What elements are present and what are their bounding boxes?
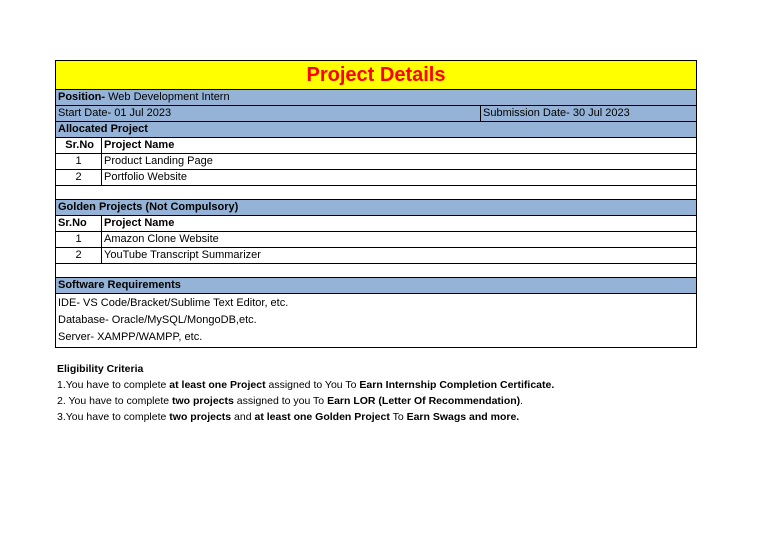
software-list [56, 294, 696, 347]
page-title: Project Details [56, 61, 696, 90]
project-name: Portfolio Website [104, 171, 187, 183]
table-row [56, 232, 696, 248]
criteria-text: 2. You have to complete [57, 395, 173, 407]
eligibility-heading: Eligibility Criteria [57, 363, 144, 375]
position-value: Web Development Intern [105, 91, 230, 103]
software-heading: Software Requirements [56, 278, 696, 294]
allocated-col-name: Project Name [104, 139, 175, 151]
criteria-line-2 [57, 393, 554, 409]
software-ide: IDE- VS Code/Bracket/Sublime Text Editor, etc. [58, 297, 289, 309]
criteria-text: 3.You have to complete [57, 411, 170, 423]
row-number: 2 [56, 170, 102, 185]
row-number: 1 [56, 232, 102, 247]
golden-heading: Golden Projects (Not Compulsory) [56, 200, 696, 216]
criteria-emphasis: at least one Golden Project [254, 411, 390, 423]
criteria-text: assigned to You To [265, 379, 360, 391]
project-name: YouTube Transcript Summarizer [104, 249, 261, 261]
blank-row [56, 264, 696, 278]
position-row [56, 90, 696, 106]
row-number: 2 [56, 248, 102, 263]
criteria-emphasis: Earn LOR (Letter Of Recommendation) [327, 395, 521, 407]
criteria-text: 1.You have to complete [57, 379, 170, 391]
project-details-sheet [55, 60, 697, 348]
criteria-emphasis: Earn Swags and more. [406, 411, 520, 423]
criteria-text: assigned to you To [233, 395, 328, 407]
criteria-line-3 [57, 409, 554, 425]
table-row [56, 248, 696, 264]
start-date: Start Date- 01 Jul 2023 [56, 106, 481, 121]
allocated-header-row [56, 138, 696, 154]
golden-col-no: Sr.No [56, 216, 102, 231]
table-row [56, 170, 696, 186]
criteria-emphasis: two projects [169, 411, 232, 423]
eligibility-criteria [57, 361, 554, 425]
position-label: Position- [58, 91, 106, 103]
blank-row [56, 186, 696, 200]
software-server: Server- XAMPP/WAMPP, etc. [58, 331, 203, 343]
allocated-heading: Allocated Project [56, 122, 696, 138]
criteria-emphasis: Earn Internship Completion Certificate. [359, 379, 555, 391]
allocated-col-no: Sr.No [56, 138, 102, 153]
criteria-emphasis: at least one Project [169, 379, 266, 391]
criteria-text: . [520, 395, 524, 407]
software-database: Database- Oracle/MySQL/MongoDB,etc. [58, 314, 257, 326]
dates-row [56, 106, 696, 122]
criteria-text: To [389, 411, 407, 423]
project-name: Amazon Clone Website [104, 233, 219, 245]
submission-date: Submission Date- 30 Jul 2023 [483, 107, 630, 119]
criteria-emphasis: two projects [172, 395, 234, 407]
criteria-text: and [231, 411, 255, 423]
golden-header-row [56, 216, 696, 232]
golden-col-name: Project Name [104, 217, 175, 229]
row-number: 1 [56, 154, 102, 169]
criteria-line-1 [57, 377, 554, 393]
table-row [56, 154, 696, 170]
project-name: Product Landing Page [104, 155, 213, 167]
